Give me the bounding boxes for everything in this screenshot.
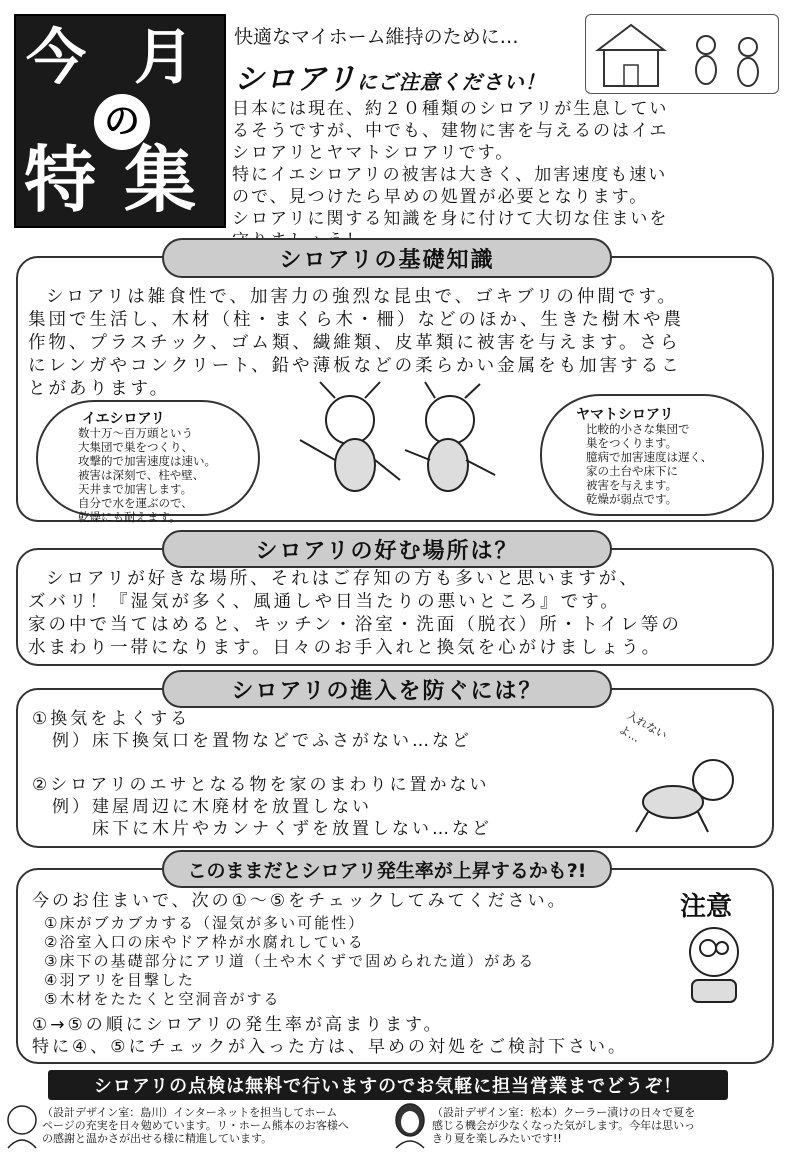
bubble-ieshiroari-body: [78, 426, 216, 524]
bubble-line: 巣をつくります。: [586, 436, 678, 450]
places-line: 水まわり一帯になります。日々のお手入れと換気を心がけましょう。: [28, 638, 663, 658]
footer-note-left: [42, 1106, 382, 1145]
intro-headline: [234, 54, 546, 98]
feature-title-block: [14, 14, 226, 228]
places-line: シロアリが好きな場所、それはご存知の方も多いと思いますが、: [46, 569, 640, 589]
bubble-yamatoshiroari: [540, 394, 764, 516]
section-basics-title: シロアリの基礎知識: [162, 238, 612, 278]
intro-line: 日本には現在、約２０種類のシロアリが生息してい: [232, 99, 669, 119]
house-icon: [586, 15, 778, 93]
checklist-item: ②浴室入口の床やドア枠が水腐れしている: [44, 933, 365, 951]
avatar-shimakawa: [4, 1102, 40, 1148]
bubble-yamatoshiroari-title: ヤマトシロアリ: [576, 407, 674, 423]
prevention-line: ①換気をよくする: [32, 709, 191, 729]
bubble-line: 比較的小さな集団で: [586, 422, 690, 436]
bubble-line: 数十万～百万頭という: [78, 426, 193, 440]
footer-line: （設計デザイン室：松本）クーラー漬けの日々で夏を: [432, 1106, 696, 1119]
bubble-ieshiroari-title: イエシロアリ: [82, 411, 165, 427]
footer-line: （設計デザイン室：島川）インターネットを担当してホーム: [42, 1106, 338, 1119]
section-prevention-title: シロアリの進入を防ぐには？: [162, 670, 612, 708]
person-face-icon: [392, 1102, 428, 1148]
checklist-item: ④羽アリを目撃した: [44, 971, 195, 989]
title-char-shu: 集: [124, 138, 197, 222]
checklist-outro: [32, 1014, 752, 1058]
bubble-line: 乾燥にも耐えます。: [78, 510, 181, 524]
intro-line: ので、見つけたら早めの処置が必要となります。: [232, 187, 649, 207]
bubble-line: 自分で水を運ぶので、: [78, 496, 193, 510]
title-char-ima: 今: [26, 23, 86, 93]
title-char-toku: 特: [24, 138, 97, 222]
bubble-line: 天井まで加害します。: [78, 482, 193, 496]
bubble-yamatoshiroari-body: [586, 422, 712, 506]
house-termite-illustration: [585, 14, 779, 94]
basics-line: 集団で生活し、木材（柱・まくら木・柵）などのほか、生きた樹木や農: [28, 310, 684, 330]
checklist: [44, 914, 644, 1009]
avatar-matsumoto: [392, 1102, 428, 1148]
title-char-tsuki: 月: [134, 23, 194, 93]
outro-line: ①→⑤の順にシロアリの発生率が高まります。: [32, 1015, 444, 1035]
headline-rest: にご注意ください！: [356, 70, 546, 94]
bubble-line: 被害は深刻で、柱や壁、: [78, 468, 205, 482]
caution-caption: 注意: [680, 892, 733, 922]
bubble-line: 家の土台や床下に: [586, 464, 678, 478]
bubble-line: 臆病で加害速度は遅く、: [586, 450, 713, 464]
bubble-line: 被害を与えます。: [586, 478, 678, 492]
footer-note-right: [432, 1106, 782, 1145]
checklist-intro: 今のお住まいで、次の①～⑤をチェックしてみてください。: [32, 891, 568, 911]
headline-main: シロアリ: [234, 62, 357, 97]
free-inspection-banner: シロアリの点検は無料で行いますのでお気軽に担当営業までどうぞ！: [48, 1070, 728, 1100]
prevention-line: ②シロアリのエサとなる物を家のまわりに置かない: [32, 775, 490, 795]
footer-line: きり夏を楽しみたいです!!: [432, 1132, 562, 1145]
termites-illustration: [280, 380, 520, 500]
prevention-line: 例）建屋周辺に木廃材を放置しない: [32, 797, 372, 817]
footer-line: の感謝と温かさが出せる様に精進しています。: [42, 1132, 273, 1145]
basics-line: とがあります。: [28, 379, 171, 399]
bubble-line: 乾燥が弱点です。: [586, 492, 678, 506]
basics-line: シロアリは雑食性で、加害力の強烈な昆虫で、ゴキブリの仲間です。: [46, 287, 678, 307]
intro-line: シロアリに関する知識を身に付けて大切な住まいを: [232, 209, 669, 229]
termite-pair-icon: [280, 380, 520, 500]
bubble-line: 攻撃的で加害速度は速い。: [78, 454, 216, 468]
section-favorite-places-body: [28, 568, 768, 660]
intro-subtitle: 快適なマイホーム維持のために…: [234, 26, 519, 48]
places-line: ズバリ！『湿気が多く、風通しや日当たりの悪いところ』です。: [28, 592, 621, 612]
prevention-line: 例）床下換気口を置物などでふさがない…など: [32, 731, 472, 751]
blocking-caption: 入れないよ…: [616, 708, 670, 745]
intro-line: るそうですが、中でも、建物に害を与えるのはイエ: [232, 121, 669, 141]
section-prevention-body: [32, 708, 632, 840]
section-favorite-places-title: シロアリの好む場所は？: [162, 530, 612, 568]
footer-line: ページの充実を日々勉めています。リ・ホーム熊本のお客様へ: [42, 1119, 349, 1132]
person-face-icon: [4, 1102, 40, 1148]
intro-line: シロアリとヤマトシロアリです。: [232, 143, 515, 163]
basics-line: 作物、プラスチック、ゴム類、繊維類、皮革類に被害を与えます。さら: [28, 333, 681, 353]
title-char-no: の: [94, 94, 150, 150]
intro-line: 特にイエシロアリの被害は大きく、加害速度も速い: [232, 165, 668, 185]
checklist-item: ⑤木材をたたくと空洞音がする: [44, 990, 281, 1008]
checklist-item: ③床下の基礎部分にアリ道（土や木くずで固められた道）がある: [44, 952, 536, 970]
prevention-line: 床下に木片やカンナくずを放置しない…など: [32, 819, 492, 839]
checklist-item: ①床がブカブカする（湿気が多い可能性）: [44, 914, 366, 932]
footer-line: 感じる機会が少なくなった気がします。今年は思いっ: [432, 1119, 696, 1132]
outro-line: 特に④、⑤にチェックが入った方は、早めの対処をご検討下さい。: [32, 1037, 628, 1057]
places-line: 家の中で当てはめると、キッチン・浴室・洗面（脱衣）所・トイレ等の: [28, 615, 682, 635]
basics-line: にレンガやコンクリート、鉛や薄板などの柔らかい金属をも加害するこ: [28, 356, 682, 376]
section-checklist-title: このままだとシロアリ発生率が上昇するかも?!: [162, 850, 612, 888]
intro-body: [232, 98, 762, 252]
blocking-termite-illustration: [616, 708, 758, 836]
bubble-line: 大集団で巣をつくり、: [78, 440, 193, 454]
bubble-ieshiroari: [36, 400, 260, 524]
caution-illustration: [664, 880, 760, 1010]
